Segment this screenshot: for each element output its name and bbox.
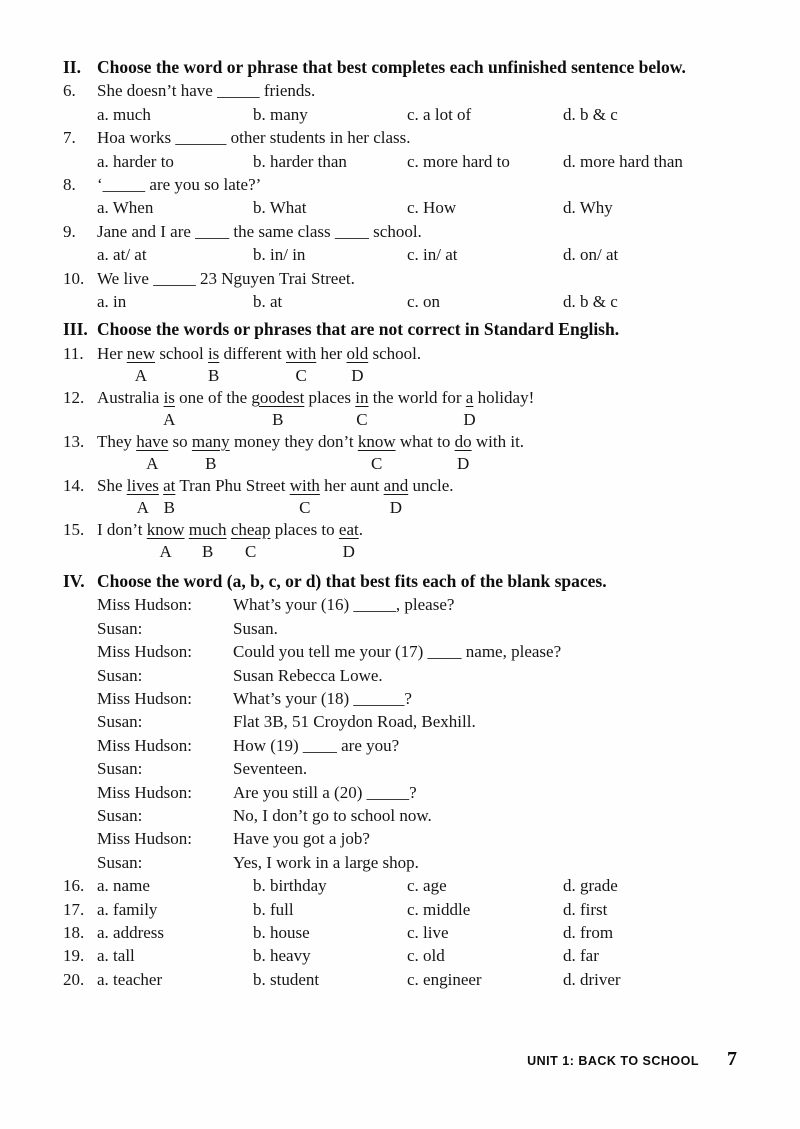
option: d. first — [563, 899, 608, 919]
options-row — [97, 874, 737, 897]
question — [63, 267, 737, 290]
choice-letter: D — [342, 541, 355, 561]
option: c. old — [407, 946, 445, 966]
dialogue-speaker: Susan: — [97, 665, 143, 685]
option: d. b & c — [563, 104, 618, 124]
dialogue-line — [63, 664, 737, 687]
option: b. many — [253, 104, 308, 124]
options-row — [63, 150, 737, 173]
option: c. on — [407, 292, 441, 312]
section-iv-questions — [63, 874, 737, 991]
underlined-word: old D — [346, 344, 368, 363]
section-iii-questions — [63, 342, 737, 562]
question-number: 20. — [63, 969, 85, 989]
question-number: 18. — [63, 922, 85, 942]
option: b. in/ in — [253, 245, 306, 265]
dialogue-line — [63, 827, 737, 850]
dialogue-line — [63, 593, 737, 616]
page-number: 7 — [727, 1048, 737, 1070]
error-question — [63, 386, 737, 430]
choice-letter: B — [202, 541, 214, 561]
option: a. address — [97, 922, 165, 942]
section-title: Choose the word or phrase that best completes each unfinished sentence below. — [97, 57, 686, 77]
option: b. harder than — [253, 151, 347, 171]
dialogue-text: Could you tell me your (17) ____ name, please? — [233, 642, 562, 662]
option: a. in — [97, 292, 127, 312]
dialogue-speaker: Miss Hudson: — [97, 782, 192, 802]
section-ii-questions — [63, 79, 737, 313]
options-row — [97, 944, 737, 967]
option: a. at/ at — [97, 245, 147, 265]
error-question — [63, 518, 737, 562]
option: d. more hard than — [563, 151, 683, 171]
underlined-word: with C — [286, 344, 316, 363]
question — [63, 874, 737, 897]
question — [63, 898, 737, 921]
dialogue-line — [63, 710, 737, 733]
options-row — [97, 898, 737, 921]
option: c. age — [407, 876, 447, 896]
option: d. on/ at — [563, 245, 619, 265]
section-iv — [63, 570, 737, 991]
dialogue-text: Yes, I work in a large shop. — [233, 852, 419, 872]
dialogue-speaker: Miss Hudson: — [97, 829, 192, 849]
dialogue-line — [63, 781, 737, 804]
section-title: Choose the word (a, b, c, or d) that best fits each of the blank spaces. — [97, 570, 607, 591]
question-number: 15. — [63, 519, 85, 539]
error-question — [63, 430, 737, 474]
dialogue-speaker: Susan: — [97, 618, 143, 638]
section-iii-heading — [63, 318, 737, 341]
option: c. middle — [407, 899, 471, 919]
error-question — [63, 474, 737, 518]
option: c. engineer — [407, 969, 482, 989]
option: c. How — [407, 198, 457, 218]
underlined-word: eat D — [339, 520, 359, 539]
dialogue-line — [63, 851, 737, 874]
option: b. birthday — [253, 876, 327, 896]
underlined-word: is A — [164, 388, 175, 407]
option: b. at — [253, 292, 283, 312]
option: b. house — [253, 922, 310, 942]
option: d. from — [563, 922, 614, 942]
question-number: 7. — [63, 128, 76, 148]
dialogue-line — [63, 687, 737, 710]
question-number: 14. — [63, 475, 85, 495]
dialogue-text: Have you got a job? — [233, 829, 370, 849]
choice-letter: C — [295, 365, 307, 385]
option: d. b & c — [563, 292, 618, 312]
option: a. teacher — [97, 969, 163, 989]
option: b. full — [253, 899, 294, 919]
question-sentence: They have A so many B money they don’t know C what to do D with it. — [97, 430, 737, 453]
error-question — [63, 342, 737, 386]
question-sentence: I don’t know A much B cheap C places to eat D . — [97, 518, 737, 541]
choice-letter: C — [371, 453, 383, 473]
options-row — [63, 196, 737, 219]
dialogue-text: Flat 3B, 51 Croydon Road, Bexhill. — [233, 712, 476, 732]
dialogue-text: Seventeen. — [233, 759, 308, 779]
choice-letter: B — [272, 409, 284, 429]
question-number: 9. — [63, 221, 76, 241]
choice-letter: C — [244, 541, 257, 561]
option: a. When — [97, 198, 154, 218]
underlined-word: is B — [208, 344, 219, 363]
underlined-word: much B — [189, 520, 227, 539]
dialogue-line — [63, 757, 737, 780]
option: d. far — [563, 946, 599, 966]
question — [63, 173, 737, 196]
options-row — [63, 243, 737, 266]
underlined-word: and D — [384, 476, 409, 495]
question-number: 16. — [63, 876, 85, 896]
question-number: 12. — [63, 387, 85, 407]
dialogue-text: Are you still a (20) _____? — [233, 782, 417, 802]
question — [63, 79, 737, 102]
choice-letter: D — [456, 453, 470, 473]
dialogue-text: What’s your (18) ______? — [233, 688, 412, 708]
choice-letter: B — [205, 453, 217, 473]
dialogue-speaker: Miss Hudson: — [97, 688, 192, 708]
choice-letter: C — [299, 497, 311, 517]
section-iii — [63, 318, 737, 561]
choice-letter: D — [463, 409, 476, 429]
section-ii-heading — [63, 56, 737, 79]
unit-title: UNIT 1: BACK TO SCHOOL — [527, 1054, 699, 1068]
option: d. Why — [563, 198, 613, 218]
section-number: II. — [63, 57, 81, 77]
question-stem: Jane and I are ____ the same class ____ school. — [97, 221, 422, 241]
dialogue-text: Susan Rebecca Lowe. — [233, 665, 383, 685]
question — [63, 944, 737, 967]
underlined-word: goodest B — [251, 388, 304, 407]
underlined-word: many B — [192, 432, 230, 451]
underlined-word: cheap C — [231, 520, 271, 539]
dialogue-speaker: Susan: — [97, 712, 143, 732]
choice-letter: A — [146, 453, 159, 473]
question-stem: We live _____ 23 Nguyen Trai Street. — [97, 268, 355, 288]
choice-letter: B — [207, 365, 220, 385]
underlined-word: know A — [147, 520, 185, 539]
section-number: III. — [63, 319, 88, 340]
underlined-word: in C — [355, 388, 368, 407]
dialogue-text: No, I don’t go to school now. — [233, 805, 432, 825]
option: a. harder to — [97, 151, 174, 171]
choice-letter: D — [389, 497, 403, 517]
question-stem: ‘_____ are you so late?’ — [97, 175, 262, 195]
dialogue — [63, 593, 737, 874]
question-number: 6. — [63, 81, 76, 101]
dialogue-text: How (19) ____ are you? — [233, 735, 400, 755]
choice-letter: C — [356, 409, 368, 429]
option: b. heavy — [253, 946, 311, 966]
choice-letter: A — [134, 365, 148, 385]
underlined-word: new A — [127, 344, 155, 363]
underlined-word: do D — [455, 432, 472, 451]
option: a. tall — [97, 946, 135, 966]
question-sentence: She lives A at B Tran Phu Street with C her aunt and D uncle. — [97, 474, 737, 497]
dialogue-speaker: Miss Hudson: — [97, 735, 192, 755]
question-number: 13. — [63, 431, 85, 451]
dialogue-speaker: Miss Hudson: — [97, 595, 192, 615]
underlined-word: a D — [466, 388, 474, 407]
options-row — [97, 921, 737, 944]
option: a. family — [97, 899, 158, 919]
underlined-word: with C — [290, 476, 320, 495]
underlined-word: know C — [358, 432, 396, 451]
option: c. more hard to — [407, 151, 510, 171]
question-number: 11. — [63, 343, 84, 363]
choice-letter: B — [163, 497, 175, 517]
option: a. much — [97, 104, 151, 124]
question-sentence: Australia is A one of the goodest B places in C the world for a D holiday! — [97, 386, 737, 409]
underlined-word: have A — [136, 432, 168, 451]
dialogue-text: What’s your (16) _____, please? — [233, 595, 455, 615]
section-iv-heading — [63, 570, 737, 593]
underlined-word: at B — [163, 476, 175, 495]
underlined-word: lives A — [127, 476, 159, 495]
dialogue-text: Susan. — [233, 618, 278, 638]
option: b. What — [253, 198, 307, 218]
question — [63, 968, 737, 991]
question-number: 19. — [63, 946, 85, 966]
question — [63, 126, 737, 149]
dialogue-line — [63, 640, 737, 663]
page-footer — [63, 1048, 737, 1073]
option: c. a lot of — [407, 104, 472, 124]
question-number: 17. — [63, 899, 85, 919]
section-number: IV. — [63, 570, 85, 591]
options-row — [63, 290, 737, 313]
option: c. in/ at — [407, 245, 458, 265]
dialogue-line — [63, 804, 737, 827]
choice-letter: A — [163, 409, 176, 429]
question — [63, 921, 737, 944]
section-title: Choose the words or phrases that are not correct in Standard English. — [97, 319, 620, 340]
section-ii — [63, 56, 737, 313]
option: c. live — [407, 922, 449, 942]
options-row — [63, 103, 737, 126]
question — [63, 220, 737, 243]
choice-letter: D — [351, 365, 364, 385]
option: b. student — [253, 969, 320, 989]
choice-letter: A — [136, 497, 149, 517]
dialogue-speaker: Susan: — [97, 759, 143, 779]
question-stem: Hoa works ______ other students in her class. — [97, 128, 411, 148]
question-number: 10. — [63, 268, 85, 288]
dialogue-line — [63, 734, 737, 757]
dialogue-line — [63, 617, 737, 640]
question-number: 8. — [63, 175, 76, 195]
question-sentence: Her new A school is B different with C her old D school. — [97, 342, 737, 365]
option: a. name — [97, 876, 150, 896]
option: d. driver — [563, 969, 621, 989]
dialogue-speaker: Miss Hudson: — [97, 642, 192, 662]
option: d. grade — [563, 876, 618, 896]
question-stem: She doesn’t have _____ friends. — [97, 81, 316, 101]
dialogue-speaker: Susan: — [97, 805, 143, 825]
options-row — [97, 968, 737, 991]
dialogue-speaker: Susan: — [97, 852, 143, 872]
choice-letter: A — [159, 541, 172, 561]
